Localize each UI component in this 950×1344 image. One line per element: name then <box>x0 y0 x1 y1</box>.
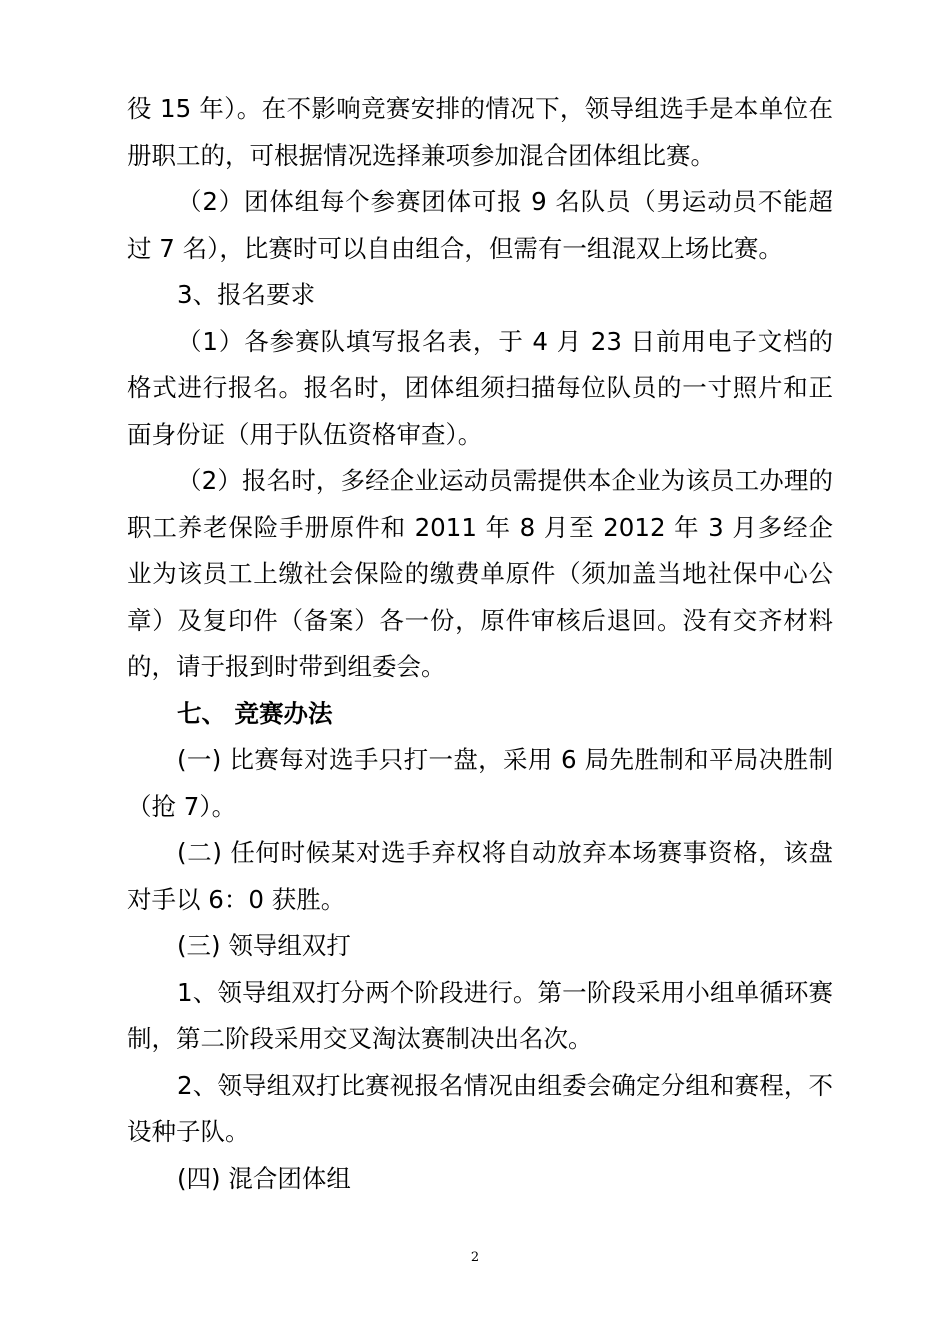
paragraph-leader-doubles-2: 2、领导组双打比赛视报名情况由组委会确定分组和赛程，不设种子队。 <box>127 1070 833 1146</box>
subheading-mixed-team: (四) 混合团体组 <box>177 1163 351 1193</box>
section-heading-competition-method: 七、 竞赛办法 <box>177 698 333 728</box>
section-registration-requirements: 3、报名要求 <box>177 280 316 309</box>
paragraph-rule-2: (二) 任何时候某对选手弃权将自动放弃本场赛事资格，该盘对手以 6：0 获胜。 <box>127 838 833 914</box>
paragraph-registration-2: （2）报名时，多经企业运动员需提供本企业为该员工办理的职工养老保险手册原件和 2011 年 8 月至 2012 年 3 月多经企业为该员工上缴社会保险的缴费单原件（须加盖当地社保中心公章）及复印件（备案）各一份，原件审核后退回。没有交齐材料的，请于报到时带到组委会。 <box>127 466 833 681</box>
subheading-leader-doubles: (三) 领导组双打 <box>177 931 351 960</box>
paragraph-leader-doubles-1: 1、领导组双打分两个阶段进行。第一阶段采用小组单循环赛制，第二阶段采用交叉淘汰赛制决出名次。 <box>127 977 833 1053</box>
paragraph-rule-1: (一) 比赛每对选手只打一盘，采用 6 局先胜制和平局决胜制（抢 7）。 <box>127 745 833 821</box>
paragraph-registration-1: （1）各参赛队填写报名表，于 4 月 23 日前用电子文档的格式进行报名。报名时，团体组须扫描每位队员的一寸照片和正面身份证（用于队伍资格审查）。 <box>127 326 833 449</box>
paragraph-2: （2）团体组每个参赛团体可报 9 名队员（男运动员不能超过 7 名），比赛时可以自由组合，但需有一组混双上场比赛。 <box>127 187 833 263</box>
document-body <box>127 86 833 1202</box>
page-number: 2 <box>470 1250 480 1265</box>
paragraph-1: 役 15 年）。在不影响竞赛安排的情况下，领导组选手是本单位在册职工的，可根据情况选择兼项参加混合团体组比赛。 <box>127 94 833 170</box>
